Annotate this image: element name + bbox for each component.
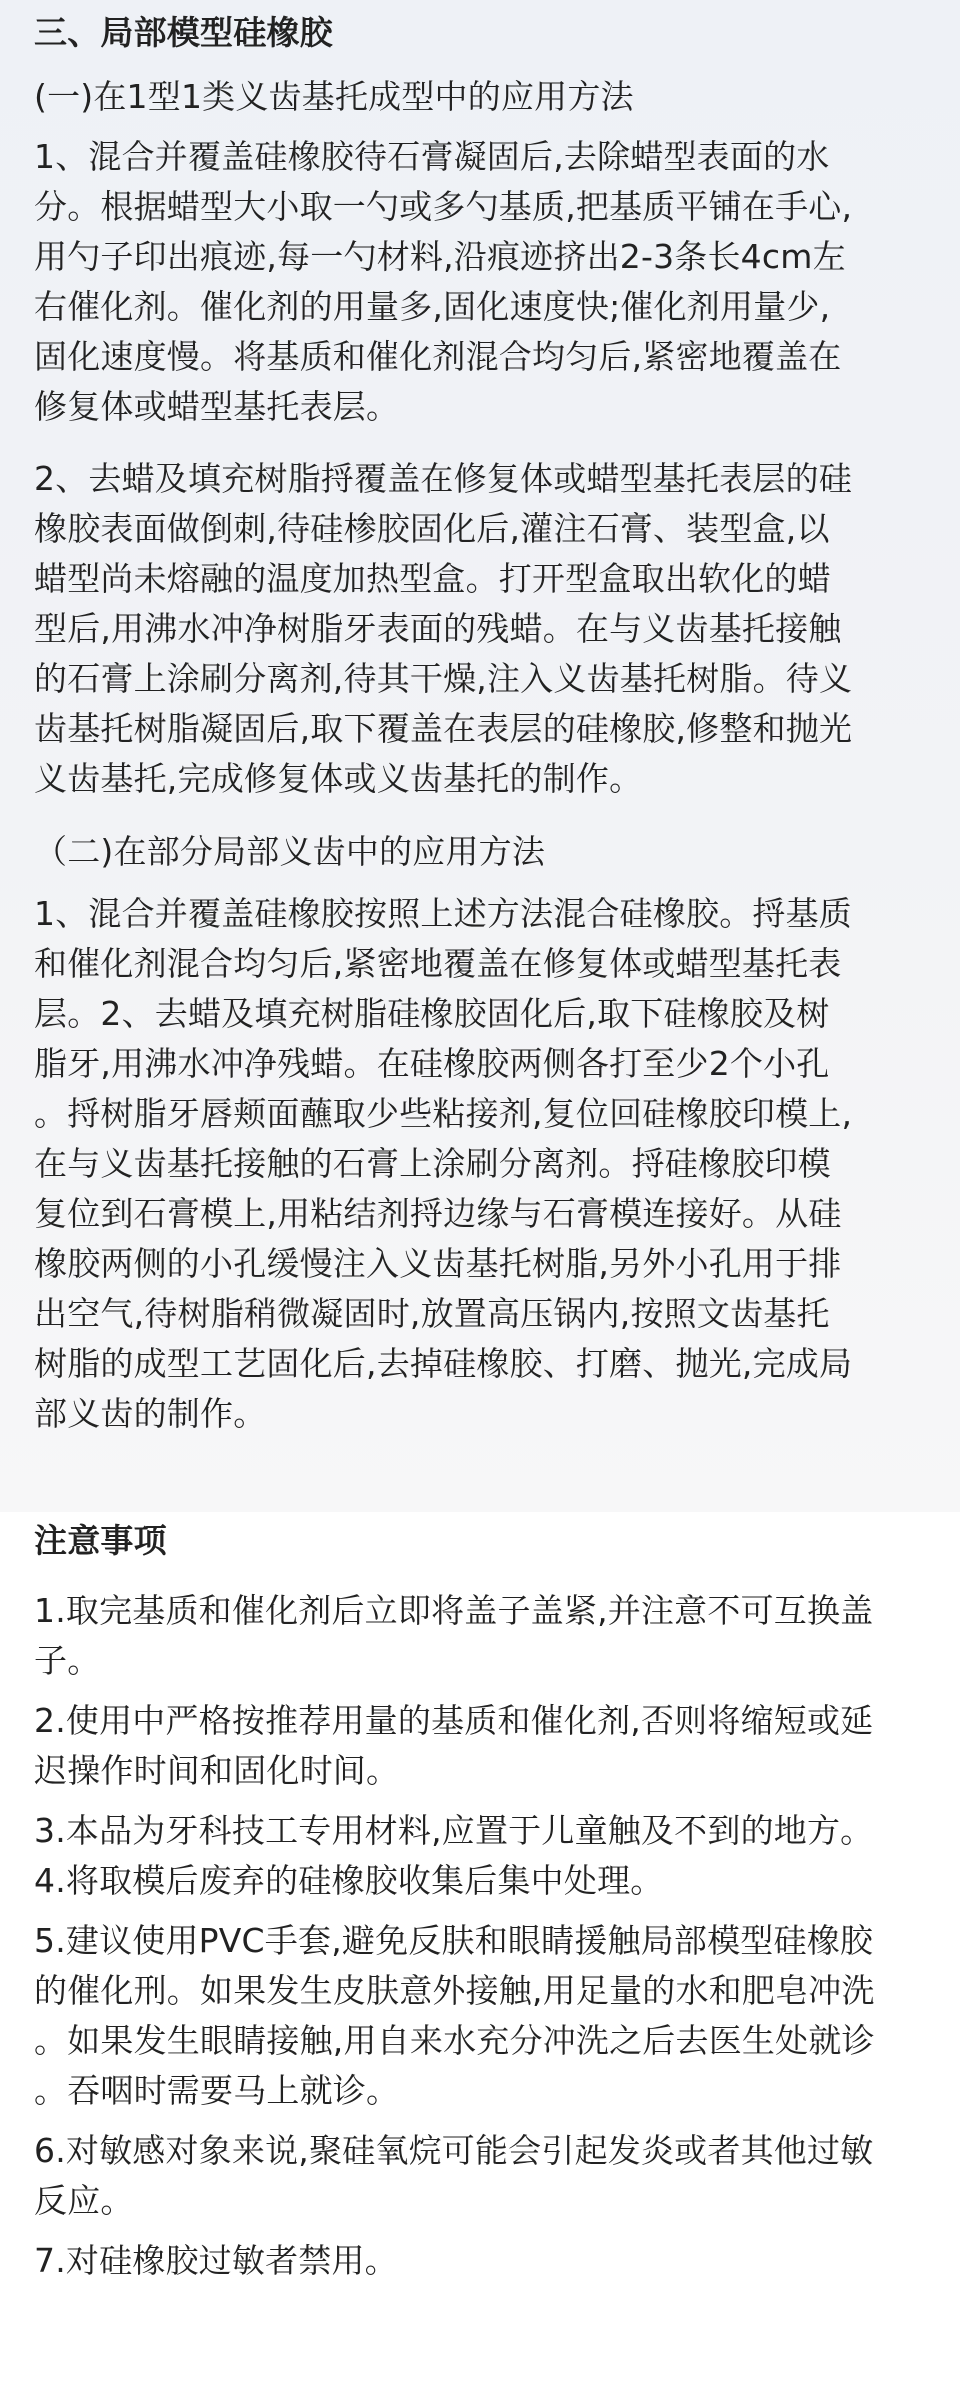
paragraph-line: 部义齿的制作。: [34, 1394, 267, 1433]
note-line: 。吞咽时需要马上就诊。: [34, 2071, 400, 2110]
paragraph-line: 型后,用沸水冲净树脂牙表面的残蜡。在与义齿基托接触: [34, 609, 842, 648]
paragraph-line: 义齿基托,完成修复体或义齿基托的制作。: [34, 759, 643, 798]
paragraph-line: 1、混合并覆盖硅橡胶待石膏凝固后,去除蜡型表面的水: [34, 137, 830, 176]
note-line: 反应。: [34, 2181, 134, 2220]
note-line: 6.对敏感对象来说,聚硅氧烷可能会引起发炎或者其他过敏: [34, 2131, 874, 2170]
paragraph-line: 复位到石膏模上,用粘结剂捋边缘与石膏模连接好。从硅: [34, 1194, 842, 1233]
part2-heading: （二)在部分局部义齿中的应用方法: [34, 832, 546, 871]
paragraph-line: 在与义齿基托接触的石膏上涂刷分离剂。捋硅橡胶印模: [34, 1144, 831, 1183]
paragraph-line: 和催化剂混合均匀后,紧密地覆盖在修复体或蜡型基托表: [34, 944, 842, 983]
paragraph-line: 脂牙,用沸水冲净残蜡。在硅橡胶两侧各打至少2个小孔: [34, 1044, 830, 1083]
paragraph-line: 固化速度慢。将基质和催化剂混合均匀后,紧密地覆盖在: [34, 337, 842, 376]
note-line: 4.将取模后废弃的硅橡胶收集后集中处理。: [34, 1861, 664, 1900]
section-title: 三、局部模型硅橡胶: [34, 13, 333, 52]
note-line: 的催化刑。如果发生皮肤意外接触,用足量的水和肥皂冲洗: [34, 1971, 875, 2010]
paragraph-line: 用勺子印出痕迹,每一勺材料,沿痕迹挤出2-3条长4cm左: [34, 237, 846, 276]
paragraph-line: 分。根据蜡型大小取一勺或多勺基质,把基质平铺在手心,: [34, 187, 853, 226]
note-line: 7.对硅橡胶过敏者禁用。: [34, 2241, 398, 2280]
paragraph-line: 2、去蜡及填充树脂捋覆盖在修复体或蜡型基托表层的硅: [34, 459, 852, 498]
note-line: 5.建议使用PVC手套,避免反肤和眼睛援触局部模型硅橡胶: [34, 1921, 874, 1960]
paragraph-line: 出空气,待树脂稍微凝固时,放置高压锅内,按照文齿基托: [34, 1294, 830, 1333]
paragraph-line: 齿基托树脂凝固后,取下覆盖在表层的硅橡胶,修整和抛光: [34, 709, 853, 748]
part1-heading: (一)在1型1类义齿基托成型中的应用方法: [34, 77, 634, 116]
paragraph-line: 层。2、去蜡及填充树脂硅橡胶固化后,取下硅橡胶及树: [34, 994, 830, 1033]
note-line: 2.使用中严格按推荐用量的基质和催化剂,否则将缩短或延: [34, 1701, 874, 1740]
paragraph-line: 右催化剂。催化剂的用量多,固化速度快;催化剂用量少,: [34, 287, 831, 326]
paragraph-line: 1、混合并覆盖硅橡胶按照上述方法混合硅橡胶。捋基质: [34, 894, 852, 933]
notes-heading: 注意事项: [34, 1521, 167, 1560]
paragraph-line: 。捋树脂牙唇颊面蘸取少些粘接剂,复位回硅橡胶印模上,: [34, 1094, 853, 1133]
paragraph-line: 修复体或蜡型基托表层。: [34, 387, 400, 426]
note-line: 1.取完基质和催化剂后立即将盖子盖紧,并注意不可互换盖: [34, 1591, 874, 1630]
paragraph-line: 橡胶两侧的小孔缓慢注入义齿基托树脂,另外小孔用于排: [34, 1244, 842, 1283]
crop-edge: [0, 2322, 960, 2386]
note-line: 3.本品为牙科技工专用材料,应置于儿童触及不到的地方。: [34, 1811, 874, 1850]
paragraph-line: 树脂的成型工艺固化后,去掉硅橡胶、打磨、抛光,完成局: [34, 1344, 853, 1383]
paragraph-line: 橡胶表面做倒刺,待硅椮胶固化后,灌注石膏、装型盒,以: [34, 509, 830, 548]
note-line: 。如果发生眼睛接触,用自来水充分冲洗之后去医生处就诊: [34, 2021, 875, 2060]
paragraph-line: 蜡型尚未熔融的温度加热型盒。打开型盒取出软化的蜡: [34, 559, 831, 598]
note-line: 子。: [34, 1641, 101, 1680]
paragraph-line: 的石膏上涂刷分离剂,待其干燥,注入义齿基托树脂。待义: [34, 659, 853, 698]
note-line: 迟操作时间和固化时间。: [34, 1751, 400, 1790]
